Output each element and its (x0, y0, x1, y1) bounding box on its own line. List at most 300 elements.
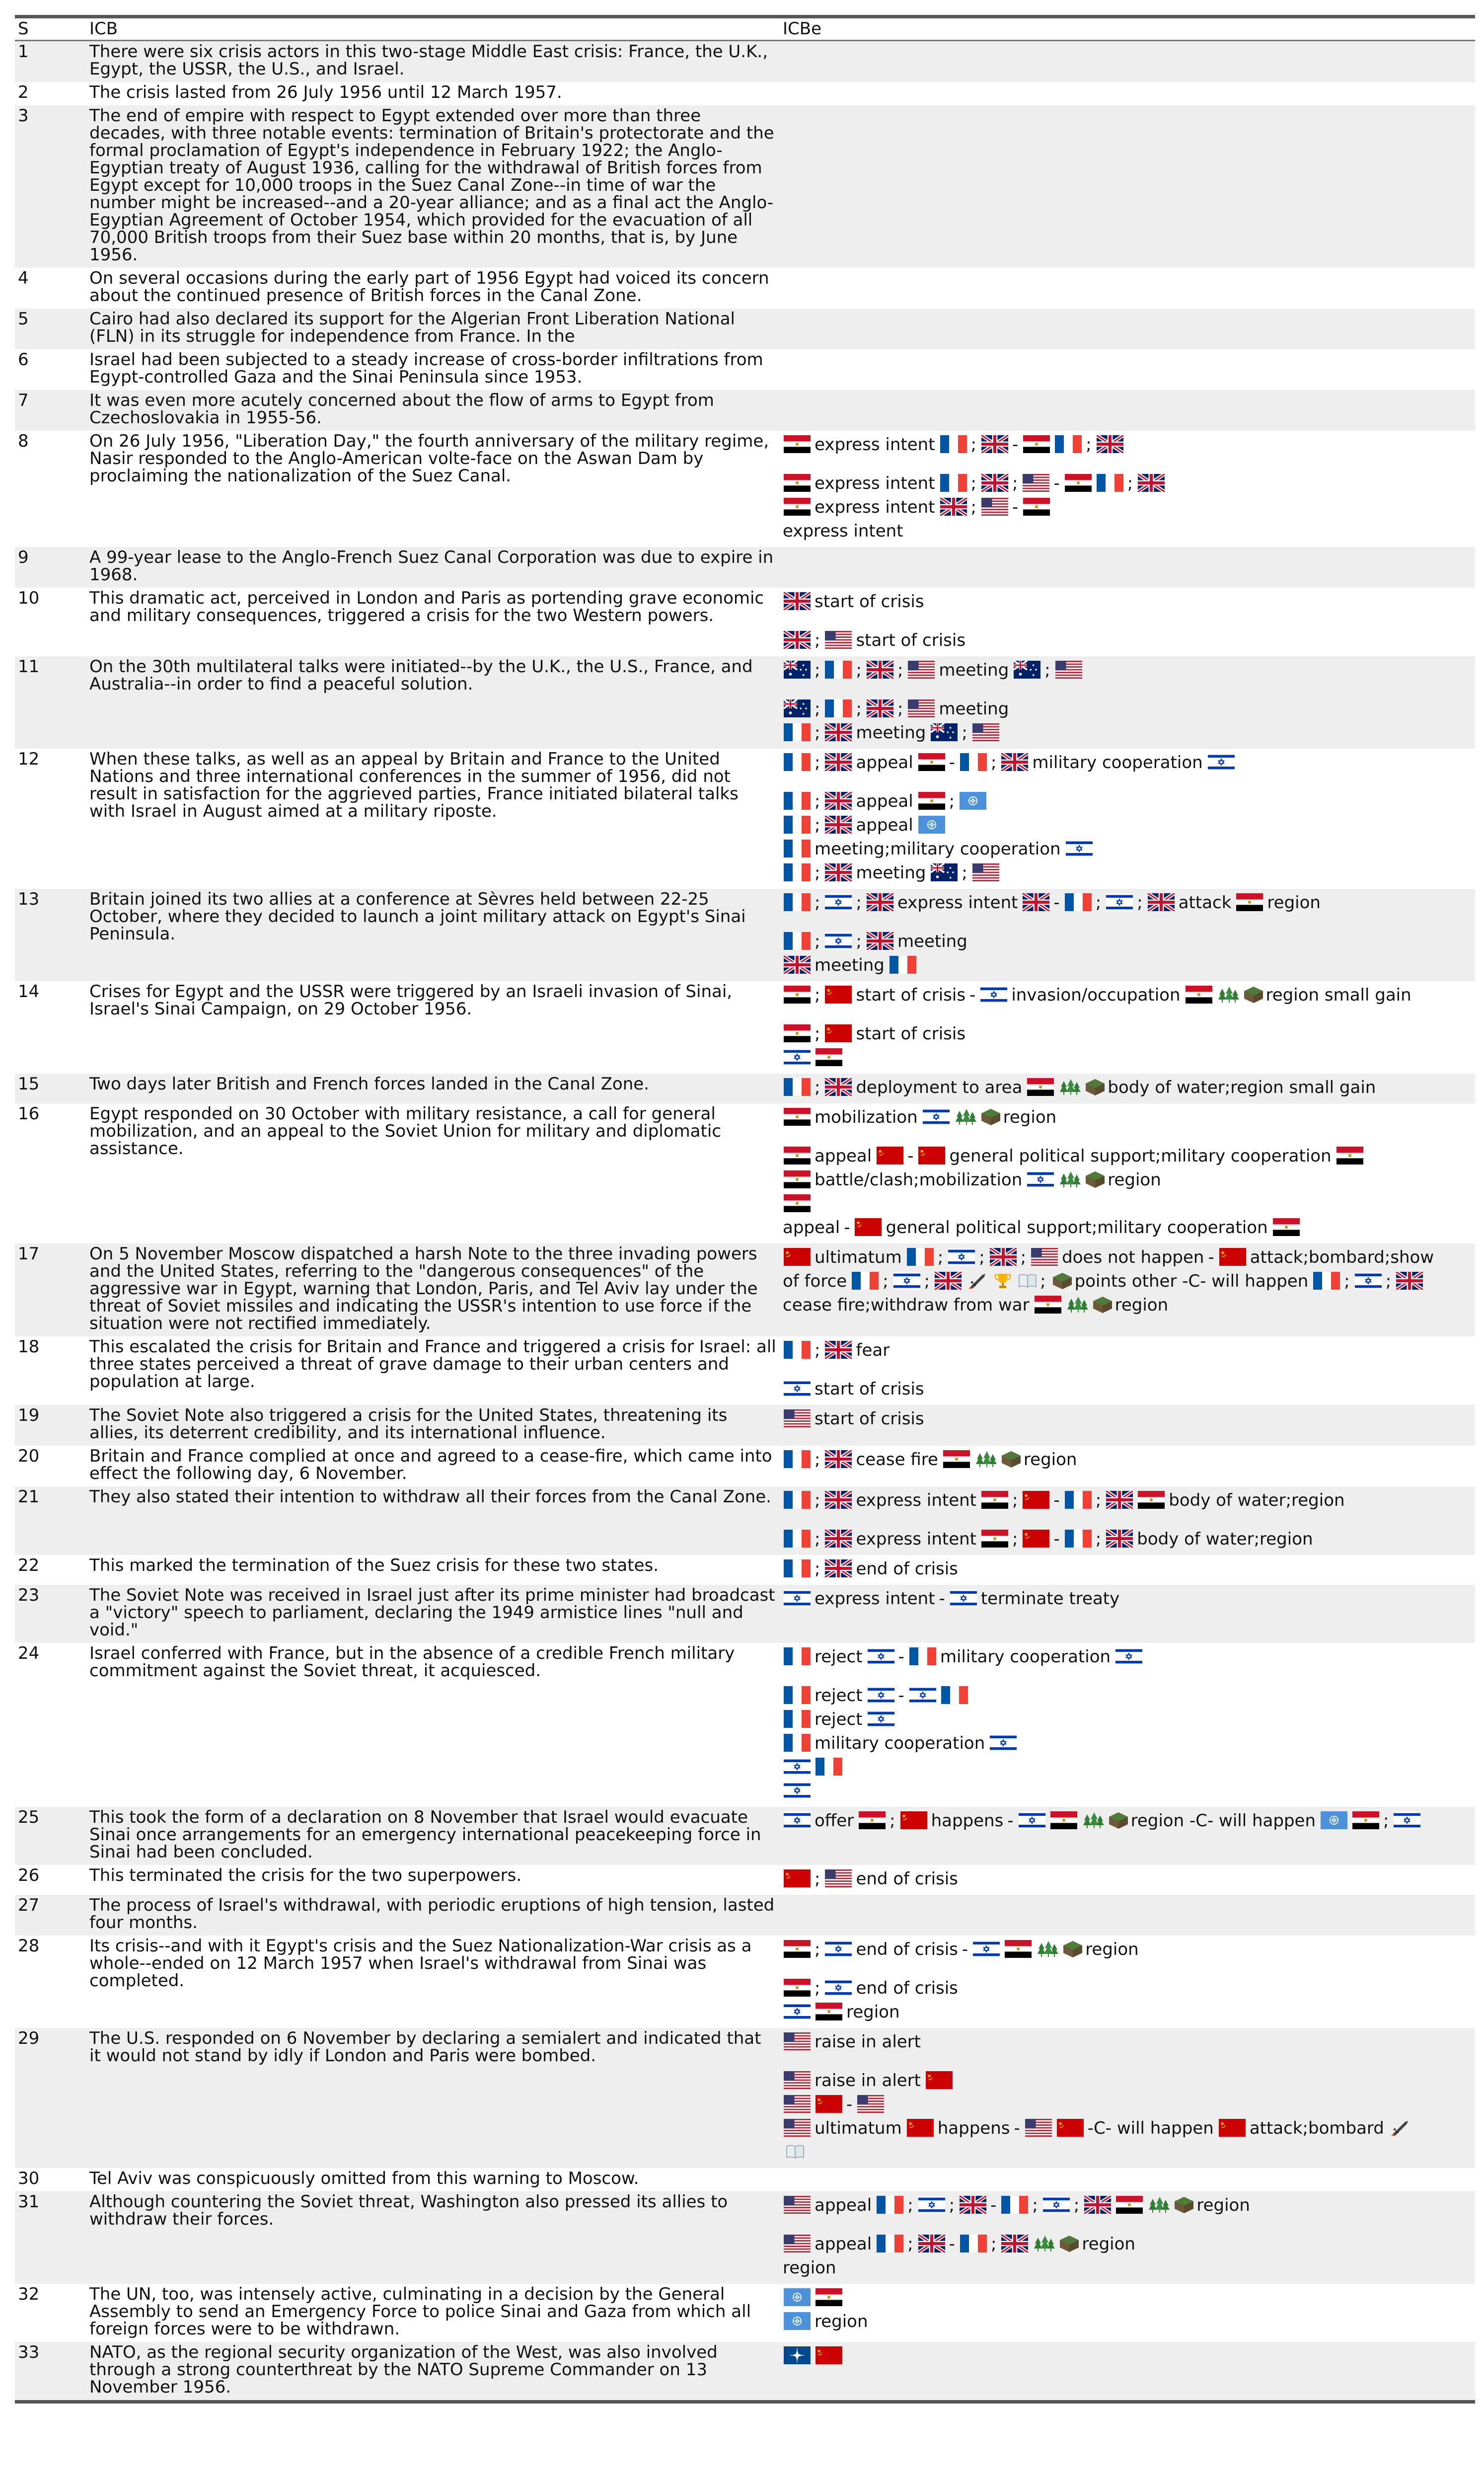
flag-eg-icon (783, 1147, 812, 1164)
sentence-number: 6 (18, 350, 29, 370)
icb-sentence: This escalated the crisis for Britain and France and triggered a crisis for Israel: all three states perceived a threat of grave damage to their urban centers and population at large. (89, 1337, 776, 1392)
flag-su-icon (917, 1147, 946, 1164)
event-text: body of water;region (1169, 1490, 1345, 1510)
flag-il-icon (824, 1979, 853, 1997)
event-text: raise in alert (815, 2071, 921, 2091)
icbe-events (780, 1555, 1475, 1585)
sentence-number: 8 (18, 431, 29, 451)
event-text: ; (815, 985, 820, 1005)
event-line (783, 1076, 1472, 1099)
sentence-number: 10 (18, 588, 40, 608)
header-icbe: ICBe (783, 19, 822, 39)
flag-il-icon (989, 1734, 1018, 1752)
event-text: meeting (856, 863, 926, 883)
flag-fr-icon (783, 1647, 812, 1665)
sentence-number: 14 (18, 982, 40, 1002)
flag-gb-icon (783, 956, 812, 974)
event-text: ; (856, 893, 862, 913)
event-text: ; (979, 1247, 985, 1267)
table-row (15, 2342, 1475, 2400)
event-text: ; (962, 863, 967, 883)
trees-icon (1038, 1940, 1058, 1958)
event-text: military cooperation (1032, 753, 1203, 773)
event-text: ; (990, 2234, 997, 2254)
table-row (15, 1865, 1475, 1895)
flag-fr-icon (1096, 474, 1124, 492)
event-text: ; (1044, 660, 1050, 680)
event-text: - (898, 1647, 904, 1667)
flag-fr-icon (783, 1530, 812, 1548)
table-row (15, 588, 1475, 656)
icbe-events (780, 41, 1475, 82)
event-text: ; (907, 2234, 913, 2254)
book-icon (785, 2143, 806, 2161)
sentence-number: 16 (18, 1104, 40, 1124)
icbe-events (780, 1074, 1475, 1103)
event-text: ; (815, 1024, 820, 1044)
flag-us-icon (1030, 1248, 1059, 1266)
event-line (783, 837, 1472, 861)
flag-us-icon (783, 2071, 812, 2089)
flag-fr-icon (783, 863, 812, 881)
flag-gb-icon (824, 753, 853, 771)
flag-au-icon (930, 723, 959, 741)
flag-fr-icon (876, 2196, 904, 2214)
trees-icon (1083, 1811, 1104, 1829)
icbe-events (780, 1405, 1475, 1446)
event-text: ; (990, 753, 997, 773)
flag-fr-icon (783, 893, 812, 911)
flag-eg-icon (1272, 1218, 1301, 1236)
table-row (15, 889, 1475, 981)
event-line (783, 697, 1472, 721)
event-text: meeting (815, 955, 885, 975)
flag-eg-icon (1026, 1078, 1055, 1096)
flag-gb-icon (1105, 1530, 1134, 1548)
event-line (783, 519, 1472, 543)
flag-us-icon (1054, 661, 1083, 679)
icb-sentence: Israel had been subjected to a steady increase of cross-border infiltrations from Egypt-controlled Gaza and the Sinai Peninsula since 1953. (89, 350, 763, 387)
event-line (783, 1338, 1472, 1362)
event-text: -C- will happen (1087, 2118, 1214, 2138)
event-text: region (1196, 2195, 1250, 2215)
flag-il-icon (783, 1811, 812, 1829)
icb-sentence: On several occasions during the early part of 1956 Egypt had voiced its concern about the continued presence of British forces in the Canal Zone. (89, 268, 769, 306)
flag-un-icon (783, 2288, 812, 2306)
icbe-events (780, 749, 1475, 889)
flag-fr-icon (939, 474, 968, 492)
event-text: region -C- will happen (1130, 1811, 1316, 1831)
flag-gb-icon (1083, 2196, 1112, 2214)
flag-fr-icon (876, 2235, 904, 2252)
icbe-events (780, 2028, 1475, 2168)
sentence-number: 20 (18, 1446, 40, 1466)
flag-us-icon (783, 2032, 812, 2050)
event-line (783, 2344, 1472, 2368)
icbe-events (780, 2342, 1475, 2400)
table-row (15, 1585, 1475, 1643)
event-text: meeting;military cooperation (815, 839, 1061, 859)
flag-gb-icon (866, 661, 894, 679)
event-line (783, 861, 1472, 885)
event-line (783, 2286, 1472, 2310)
table-row (15, 82, 1475, 105)
table-row (15, 1643, 1475, 1807)
event-text: appeal (783, 1218, 840, 1238)
event-gap (783, 457, 1472, 471)
event-text: military cooperation (815, 1733, 985, 1753)
flag-eg-icon (815, 1048, 843, 1066)
flag-fr-icon (783, 932, 812, 950)
event-text: end of crisis (856, 1940, 958, 1959)
icb-sentence: The Soviet Note also triggered a crisis for the United States, threatening its allies, its deterrent credibility, and its international influence. (86, 1405, 780, 1446)
event-text: express intent (856, 1529, 977, 1549)
event-text: ; (924, 1271, 930, 1291)
table-row (15, 1336, 1475, 1405)
flag-fr-icon (906, 1248, 935, 1266)
flag-il-icon (917, 2196, 946, 2214)
trees-icon (1067, 1296, 1088, 1314)
event-line (783, 2093, 1472, 2116)
flag-eg-icon (1115, 2196, 1144, 2214)
flag-eg-icon (1022, 435, 1051, 453)
event-text: ; (815, 1978, 820, 1998)
sentence-number: 5 (15, 309, 86, 349)
flag-eg-icon (783, 1024, 812, 1042)
flag-il-icon (783, 1380, 812, 1397)
event-text: ; (937, 1247, 944, 1267)
flag-us-icon (783, 1409, 812, 1427)
event-text: region (815, 2312, 868, 2331)
sentence-number: 31 (15, 2191, 86, 2284)
icbe-events (780, 268, 1475, 309)
event-text: reject (815, 1709, 863, 1729)
flag-il-icon (1207, 753, 1236, 771)
trophy-icon (992, 1272, 1013, 1290)
icb-sentence: Although countering the Soviet threat, Washington also pressed its allies to withdraw their forces. (86, 2191, 780, 2284)
icb-sentence: There were six crisis actors in this two-stage Middle East crisis: France, the U.K., Egypt, the USSR, the U.S., and Israel. (86, 41, 780, 82)
flag-fr-icon (1064, 1530, 1093, 1548)
table-header-row (15, 18, 1475, 40)
icb-sentence: Tel Aviv was conspicuously omitted from this warning to Moscow. (89, 2169, 639, 2188)
event-text: happens (937, 2118, 1010, 2138)
flag-eg-icon (917, 792, 946, 810)
flag-eg-icon (1235, 893, 1264, 911)
flag-un-icon (1320, 1811, 1348, 1829)
flag-eg-icon (783, 1940, 812, 1958)
event-line (783, 1216, 1472, 1240)
flag-il-icon (824, 893, 853, 911)
event-text: ; (815, 932, 820, 951)
sentence-number: 4 (18, 268, 29, 288)
event-text: ; (907, 2195, 913, 2215)
event-line (783, 2116, 1472, 2140)
event-line (783, 1245, 1472, 1269)
flag-eg-icon (1034, 1296, 1062, 1314)
table-row (15, 1807, 1475, 1865)
event-gap (783, 1362, 1472, 1377)
event-text: meeting (856, 723, 926, 743)
flag-il-icon (972, 1940, 1001, 1958)
table-row (15, 1895, 1475, 1936)
flag-gb-icon (1147, 893, 1176, 911)
flag-gb-icon (824, 816, 853, 834)
flag-fr-icon (1064, 893, 1093, 911)
sentence-number: 23 (15, 1585, 86, 1643)
bottom-rule (15, 2400, 1475, 2404)
event-text: - (1208, 1247, 1214, 1267)
event-text: ; (1095, 1529, 1102, 1549)
event-text: region (1114, 1295, 1169, 1315)
event-text: express intent (783, 521, 903, 541)
flag-fr-icon (1312, 1272, 1341, 1290)
flag-eg-icon (1336, 1147, 1364, 1164)
sentence-number: 27 (15, 1895, 86, 1936)
flag-eg-icon (783, 474, 812, 492)
event-line (783, 2193, 1472, 2217)
event-line (783, 433, 1472, 457)
event-text: appeal (815, 2195, 872, 2215)
flag-su-icon (783, 1248, 812, 1266)
icb-sentence: Crises for Egypt and the USSR were triggered by an Israeli invasion of Sinai, Israel's Sinai Campaign, on 29 October 1956. (89, 982, 733, 1019)
flag-eg-icon (783, 986, 812, 1004)
flag-us-icon (907, 699, 936, 717)
icb-sentence: The U.S. responded on 6 November by declaring a semialert and indicated that it would not stand by idly if London and Paris were bombed. (86, 2028, 780, 2168)
event-text: - (949, 753, 955, 773)
flag-gb-icon (824, 1559, 853, 1577)
event-line (783, 751, 1472, 775)
flag-eg-icon (858, 1811, 887, 1829)
event-text: meeting (897, 932, 967, 951)
flag-eg-icon (980, 1530, 1009, 1548)
event-text: ; (856, 932, 862, 951)
event-line (783, 983, 1472, 1007)
table-row (15, 656, 1475, 749)
event-text: ; (815, 723, 820, 743)
flag-il-icon (908, 1686, 937, 1704)
sentence-number: 13 (15, 889, 86, 981)
sentence-number: 17 (15, 1243, 86, 1336)
event-line (783, 1809, 1472, 1833)
flag-fr-icon (940, 1686, 969, 1704)
flag-il-icon (922, 1108, 951, 1126)
event-text: points other -C- will happen (1074, 1271, 1309, 1291)
event-line (783, 721, 1472, 745)
flag-un-icon (783, 2312, 812, 2330)
event-text: ; (815, 1869, 820, 1889)
icb-sentence: This terminated the crisis for the two superpowers. (89, 1865, 522, 1885)
sentence-number: 18 (18, 1337, 40, 1357)
table-row (15, 1405, 1475, 1446)
event-text: start of crisis (856, 630, 966, 650)
event-line (783, 658, 1472, 682)
flag-us-icon (1022, 474, 1050, 492)
event-text: ; (1032, 2195, 1038, 2215)
icb-sentence: Israel conferred with France, but in the absence of a credible French military commitment against the Soviet threat, it acquiesced. (89, 1643, 735, 1681)
flag-gb-icon (1105, 1491, 1134, 1509)
sentence-number: 30 (18, 2169, 40, 2188)
flag-il-icon (867, 1647, 895, 1665)
icbe-events (780, 981, 1475, 1074)
icbe-events (780, 1807, 1475, 1865)
flag-gb-icon (1000, 2235, 1029, 2252)
sentence-number: 33 (15, 2342, 86, 2400)
flag-su-icon (824, 986, 853, 1004)
event-text: battle/clash;mobilization (815, 1170, 1023, 1190)
event-text: of force (783, 1271, 847, 1291)
flag-gb-icon (866, 893, 894, 911)
flag-il-icon (824, 932, 853, 950)
flag-fr-icon (783, 1686, 812, 1704)
event-text: ; (1073, 2195, 1080, 2215)
icb-sentence: They also stated their intention to withdraw all their forces from the Canal Zone. (86, 1486, 780, 1555)
land-icon (1174, 2196, 1194, 2214)
event-text: express intent (815, 473, 935, 493)
event-gap (783, 1669, 1472, 1684)
flag-fr-icon (783, 1078, 812, 1096)
event-text: body of water;region small gain (1108, 1078, 1376, 1097)
table-row (15, 1103, 1475, 1243)
event-line (783, 1488, 1472, 1512)
event-text: ; (970, 497, 977, 517)
event-text: ; (815, 1940, 820, 1959)
flag-eg-icon (917, 753, 946, 771)
flag-su-icon (925, 2071, 954, 2089)
flag-il-icon (979, 986, 1008, 1004)
event-text: ; (856, 699, 862, 719)
icb-sentence: The process of Israel's withdrawal, with periodic eruptions of high tension, lasted four months. (86, 1895, 780, 1936)
event-line (783, 1407, 1472, 1431)
sentence-number: 28 (18, 1936, 40, 1956)
event-line (783, 1755, 1472, 1779)
event-gap (783, 1129, 1472, 1144)
event-text: ; (815, 1340, 820, 1360)
land-icon (1062, 1940, 1083, 1958)
flag-gb-icon (866, 699, 894, 717)
event-text: appeal (856, 791, 913, 811)
flag-gb-icon (824, 723, 853, 741)
event-text: ; (962, 723, 967, 743)
flag-eg-icon (1049, 1811, 1078, 1829)
flag-us-icon (971, 723, 1000, 741)
table-row (15, 268, 1475, 309)
event-text: ; (1385, 1271, 1392, 1291)
event-text: ; (815, 1529, 820, 1549)
icb-sentence: This dramatic act, perceived in London and Paris as portending grave economic and military consequences, triggered a crisis for the two Western powers. (89, 588, 764, 625)
event-text: ; (1020, 1247, 1027, 1267)
event-text: - (1007, 1811, 1014, 1831)
event-line (783, 1046, 1472, 1070)
flag-eg-icon (980, 1491, 1009, 1509)
flag-fr-icon (889, 956, 917, 974)
event-text: region (1023, 1450, 1077, 1470)
event-text: region (1003, 1107, 1057, 1127)
icb-sentence: The Soviet Note was received in Israel just after its prime minister had broadcast a "victory" speech to parliament, declaring the 1949 armistice lines "null and void." (86, 1585, 780, 1643)
event-text: end of crisis (856, 1978, 958, 1998)
flag-su-icon (1022, 1491, 1050, 1509)
icb-sentence: It was even more acutely concerned about the flow of arms to Egypt from Czechoslovakia in 1955-56. (86, 390, 780, 431)
event-text: cease fire (856, 1450, 938, 1470)
icbe-events (780, 2168, 1475, 2191)
sentence-number: 25 (15, 1807, 86, 1865)
event-text: ; (1344, 1271, 1350, 1291)
table-row (15, 431, 1475, 547)
flag-eg-icon (1022, 498, 1051, 516)
event-text: - (990, 2195, 997, 2215)
flag-fr-icon (959, 753, 988, 771)
header-icb: ICB (89, 19, 118, 39)
event-text: ; (1127, 473, 1133, 493)
flag-eg-icon (783, 435, 812, 453)
event-gap (783, 775, 1472, 789)
event-text: start of crisis (856, 1024, 966, 1044)
event-text: ; (815, 1490, 820, 1510)
flag-gb-icon (980, 474, 1009, 492)
event-text: ultimatum (815, 2118, 902, 2138)
flag-gb-icon (939, 498, 968, 516)
event-text: reject (815, 1686, 863, 1706)
icbe-events (780, 1486, 1475, 1555)
event-text: mobilization (815, 1107, 918, 1127)
event-text: ultimatum (815, 1247, 902, 1267)
event-line (783, 2310, 1472, 2333)
icb-sentence: The UN, too, was intensely active, culminating in a decision by the General Assembly to send an Emergency Force to police Sinai and Gaza from which all foreign forces were to be withdrawn. (89, 2284, 751, 2339)
event-line (783, 1144, 1472, 1168)
event-text: cease fire;withdraw from war (783, 1295, 1030, 1315)
trees-icon (1034, 2235, 1055, 2252)
trees-icon (1060, 1170, 1081, 1188)
icb-sentence: This marked the termination of the Suez crisis for these two states. (89, 1555, 659, 1575)
flag-eg-icon (1137, 1491, 1166, 1509)
event-line (783, 1708, 1472, 1731)
flag-su-icon (824, 1024, 853, 1042)
land-icon (1001, 1450, 1022, 1468)
event-line (783, 891, 1472, 915)
sentence-number: 9 (15, 547, 86, 588)
event-line (783, 1867, 1472, 1891)
event-text: appeal (815, 1146, 872, 1166)
table-row (15, 2028, 1475, 2168)
event-text: start of crisis (815, 1409, 924, 1429)
event-text: - (939, 1589, 945, 1609)
icbe-events (780, 656, 1475, 749)
event-line (783, 2256, 1472, 2280)
event-text: - (1053, 1529, 1060, 1549)
table-row (15, 749, 1475, 889)
event-text: ; (815, 1559, 820, 1579)
land-icon (980, 1108, 1001, 1126)
icb-sentence: Two days later British and French forces landed in the Canal Zone. (86, 1074, 780, 1103)
icbe-events (780, 1336, 1475, 1405)
event-gap (783, 1512, 1472, 1527)
icb-sentence: Cairo had also declared its support for the Algerian Front Liberation National (FLN) in its struggle for independence from France. In the (86, 309, 780, 349)
icbe-events (780, 1243, 1475, 1336)
flag-su-icon (876, 1147, 904, 1164)
flag-su-icon (854, 1218, 883, 1236)
flag-gb-icon (824, 1341, 853, 1359)
flag-fr-icon (783, 816, 812, 834)
flag-gb-icon (824, 863, 853, 881)
flag-fr-icon (783, 840, 812, 857)
flag-il-icon (949, 1589, 978, 1607)
event-text: end of crisis (856, 1869, 958, 1889)
icbe-events (780, 1585, 1475, 1643)
event-line (783, 1527, 1472, 1551)
event-text: ; (856, 660, 862, 680)
flag-fr-icon (959, 2235, 988, 2252)
trees-icon (1149, 2196, 1170, 2214)
icbe-events (780, 1103, 1475, 1243)
